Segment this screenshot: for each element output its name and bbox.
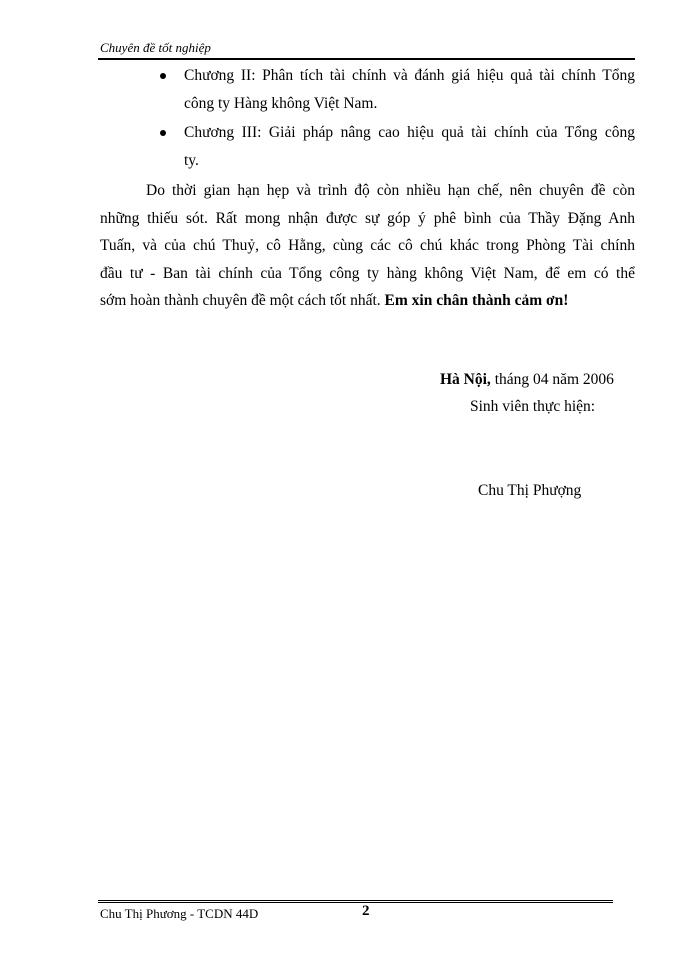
signature-date (440, 371, 614, 389)
bullet-line: công ty Hàng không Việt Nam. (184, 95, 378, 112)
header-rule (98, 58, 635, 60)
footer-author-class: Chu Thị Phương - TCDN 44D (100, 906, 259, 921)
signature-name: Chu Thị Phượng (478, 482, 582, 499)
bullet-text (184, 62, 635, 118)
bullet-text (184, 119, 635, 175)
acknowledgement-paragraph (100, 177, 635, 315)
bullet-line: ty. (184, 152, 199, 169)
footer-rule (98, 900, 613, 901)
thanks-text: Em xin chân thành cảm ơn! (384, 292, 569, 309)
paragraph-line: những thiếu sót. Rất mong nhận được sự góp ý phê bình của Thầy Đặng Anh (100, 209, 635, 227)
bullet-dot-icon (160, 73, 166, 79)
header-title: Chuyên đề tốt nghiệp (100, 40, 211, 55)
bullet-line: Chương III: Giải pháp nâng cao hiệu quả tài chính của Tổng công (184, 124, 635, 141)
paragraph-last-regular: sớm hoàn thành chuyên đề một cách tốt nhất. (100, 292, 381, 309)
paragraph-line: Do thời gian hạn hẹp và trình độ còn nhiều hạn chế, nên chuyên đề còn (146, 182, 635, 199)
signature-place: Hà Nội, (440, 371, 491, 388)
signature-role: Sinh viên thực hiện: (470, 398, 596, 415)
footer-rule (98, 902, 613, 903)
paragraph-line: Tuấn, và của chú Thuỷ, cô Hằng, cùng các cô chú khác trong Phòng Tài chính (100, 237, 635, 254)
bullet-line: Chương II: Phân tích tài chính và đánh giá hiệu quả tài chính Tổng (184, 67, 635, 84)
paragraph-line-last (100, 287, 635, 315)
paragraph-line: đầu tư - Ban tài chính của Tổng công ty hàng không Việt Nam, để em có thể (100, 264, 635, 282)
page-number: 2 (362, 903, 370, 919)
bullet-dot-icon (160, 130, 166, 136)
signature-date-text: tháng 04 năm 2006 (494, 371, 614, 388)
